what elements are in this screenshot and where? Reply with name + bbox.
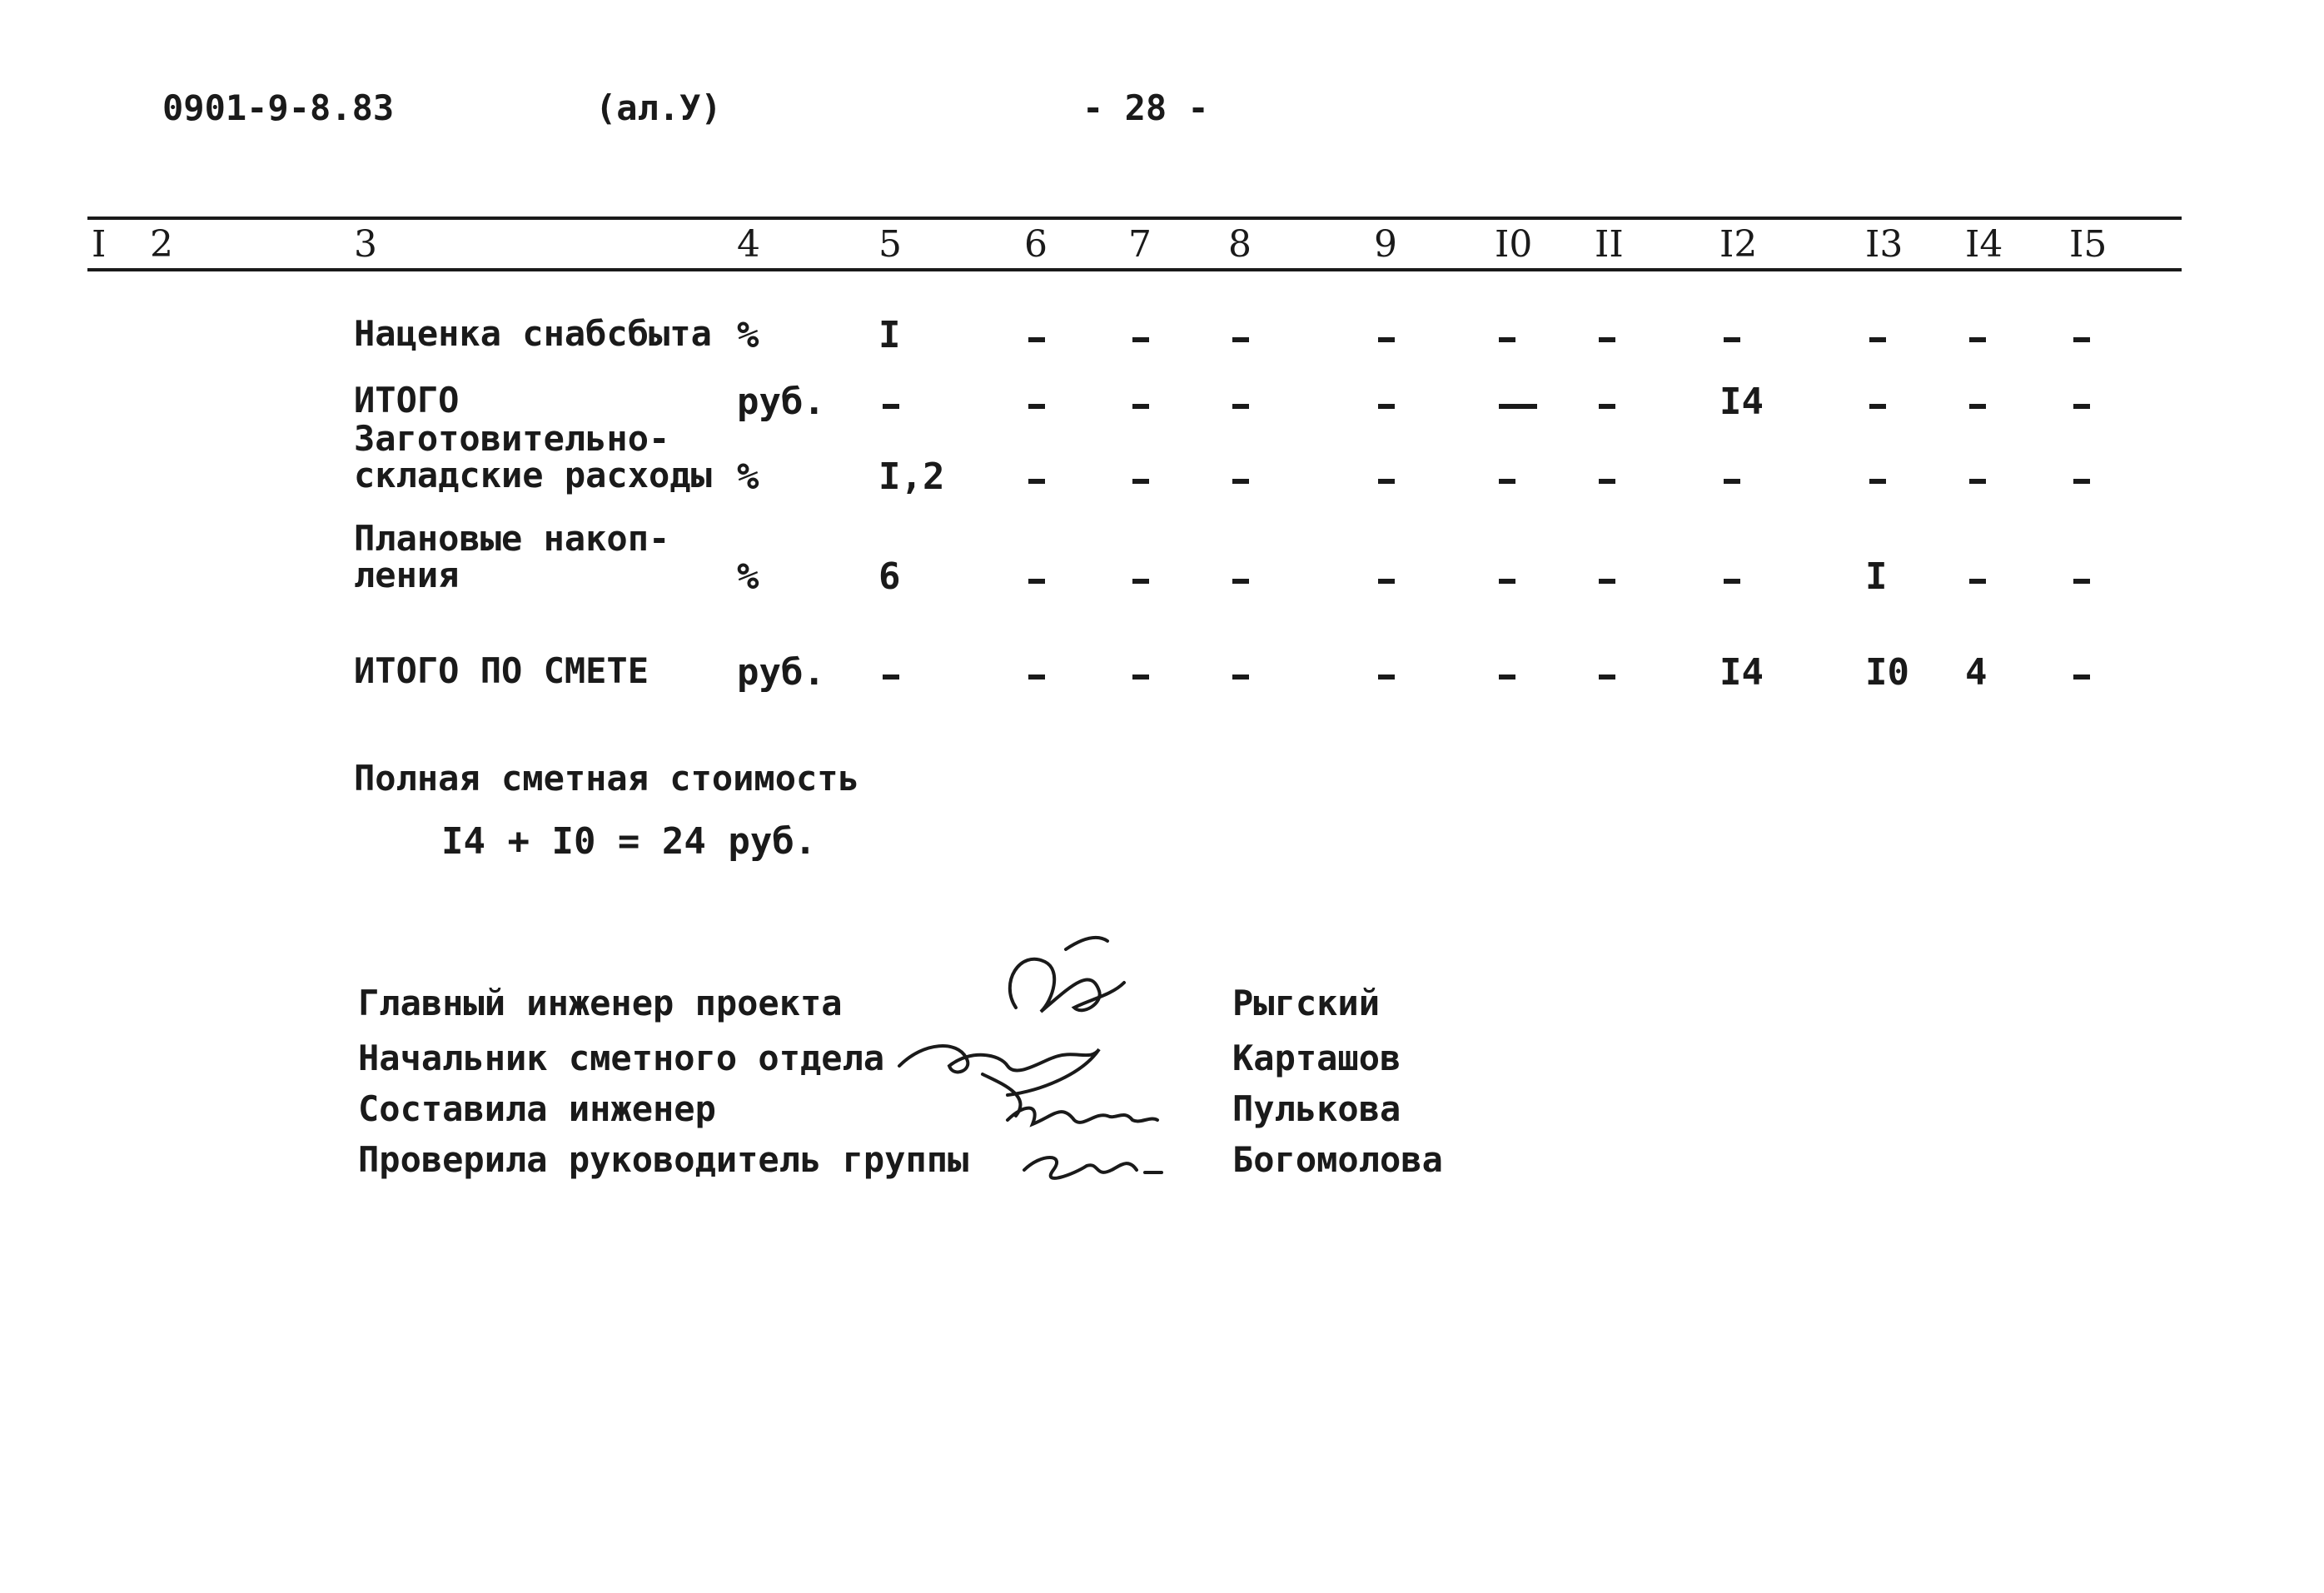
dash-cell xyxy=(1969,579,1986,584)
dash-cell xyxy=(1232,479,1249,484)
dash-cell xyxy=(1232,404,1249,409)
column-number: I xyxy=(92,223,107,266)
dash-cell xyxy=(1499,337,1515,342)
column-number: I5 xyxy=(2069,223,2108,266)
row-unit: % xyxy=(737,555,759,598)
dash-cell xyxy=(1969,479,1986,484)
signature-department-head xyxy=(899,1046,1099,1116)
dash-cell xyxy=(883,675,899,680)
row-label-line: Заготовительно- xyxy=(354,418,670,459)
row-unit: руб. xyxy=(737,381,825,423)
column-number: I4 xyxy=(1965,223,2003,266)
signature-group-leader xyxy=(1024,1157,1162,1178)
dash-cell xyxy=(2073,404,2090,409)
dash-cell xyxy=(1378,479,1395,484)
dash-cell xyxy=(2073,479,2090,484)
dash-cell xyxy=(1132,579,1149,584)
total-formula: I4 + I0 = 24 руб. xyxy=(441,820,817,863)
handwritten-signatures xyxy=(874,916,1207,1199)
dash-cell xyxy=(1724,579,1740,584)
dash-cell xyxy=(1869,404,1886,409)
value-cell: I,2 xyxy=(878,455,945,498)
column-number: 8 xyxy=(1228,223,1252,266)
row-unit: % xyxy=(737,314,759,356)
dash-cell xyxy=(1132,675,1149,680)
signature-role: Главный инженер проекта xyxy=(358,983,843,1023)
dash-cell xyxy=(2073,675,2090,680)
column-number: I3 xyxy=(1865,223,1903,266)
value-cell: I xyxy=(878,314,901,356)
dash-cell xyxy=(1499,479,1515,484)
table-header-bottom-rule xyxy=(87,268,2182,271)
signature-role: Начальник сметного отдела xyxy=(358,1038,885,1078)
column-number: I0 xyxy=(1495,223,1533,266)
dash-cell xyxy=(1499,675,1515,680)
row-label xyxy=(354,313,712,354)
column-number: 2 xyxy=(150,223,173,266)
dash-cell xyxy=(1132,479,1149,484)
row-label-line: Наценка снабсбыта xyxy=(354,313,712,354)
dash-cell xyxy=(1028,579,1045,584)
dash-cell xyxy=(1028,479,1045,484)
dash-cell xyxy=(1378,675,1395,680)
value-cell: I0 xyxy=(1865,651,1909,694)
row-label-line: ИТОГО ПО СМЕТЕ xyxy=(354,650,649,691)
row-label xyxy=(354,650,649,691)
row-label-line: Плановые накоп- xyxy=(354,518,670,559)
dash-cell xyxy=(1028,675,1045,680)
total-label: Полная сметная стоимость xyxy=(354,758,859,799)
signature-name: Пулькова xyxy=(1232,1088,1401,1129)
dash-cell xyxy=(1599,675,1615,680)
dash-cell xyxy=(1724,337,1740,342)
dash-cell xyxy=(1969,404,1986,409)
signature-name: Карташов xyxy=(1232,1038,1401,1078)
dash-cell xyxy=(1599,337,1615,342)
dash-cell xyxy=(1232,675,1249,680)
signature-role: Составила инженер xyxy=(358,1088,716,1129)
dash-cell xyxy=(1028,404,1045,409)
row-unit: руб. xyxy=(737,651,825,694)
value-cell: I xyxy=(1865,555,1888,598)
dash-cell xyxy=(1499,404,1537,409)
dash-cell xyxy=(1599,579,1615,584)
row-label-line: складские расходы xyxy=(354,455,712,495)
column-number: 7 xyxy=(1128,223,1152,266)
column-number: 3 xyxy=(354,223,377,266)
dash-cell xyxy=(2073,579,2090,584)
dash-cell xyxy=(1378,337,1395,342)
album-number: (ал.У) xyxy=(595,87,722,128)
dash-cell xyxy=(1132,337,1149,342)
signature-name: Богомолова xyxy=(1232,1139,1443,1180)
row-label-line: ИТОГО xyxy=(354,380,460,421)
dash-cell xyxy=(2073,337,2090,342)
document-code: 0901-9-8.83 xyxy=(162,87,395,128)
dash-cell xyxy=(1969,337,1986,342)
column-number: I2 xyxy=(1719,223,1758,266)
dash-cell xyxy=(1599,404,1615,409)
column-number: 5 xyxy=(878,223,902,266)
row-label xyxy=(354,520,669,594)
row-label-line: ления xyxy=(354,555,460,595)
dash-cell xyxy=(1599,479,1615,484)
dash-cell xyxy=(1724,479,1740,484)
dash-cell xyxy=(1132,404,1149,409)
column-number: II xyxy=(1595,223,1624,266)
signature-engineer xyxy=(1008,1108,1157,1124)
dash-cell xyxy=(1869,337,1886,342)
row-label xyxy=(354,418,712,495)
table-top-rule xyxy=(87,217,2182,220)
row-label xyxy=(354,382,459,419)
row-unit: % xyxy=(737,455,759,498)
value-cell: 4 xyxy=(1965,651,1988,694)
dash-cell xyxy=(1378,579,1395,584)
column-number: 4 xyxy=(737,223,760,266)
dash-cell xyxy=(1232,579,1249,584)
column-number: 6 xyxy=(1024,223,1048,266)
dash-cell xyxy=(1869,479,1886,484)
signature-role: Проверила руководитель группы xyxy=(358,1139,969,1180)
dash-cell xyxy=(1028,337,1045,342)
page-number: - 28 - xyxy=(1082,87,1209,128)
dash-cell xyxy=(1499,579,1515,584)
signature-chief-engineer xyxy=(1010,938,1124,1012)
value-cell: 6 xyxy=(878,555,901,598)
dash-cell xyxy=(1232,337,1249,342)
value-cell: I4 xyxy=(1719,651,1764,694)
dash-cell xyxy=(883,404,899,409)
dash-cell xyxy=(1378,404,1395,409)
value-cell: I4 xyxy=(1719,381,1764,423)
column-number: 9 xyxy=(1374,223,1397,266)
signature-name: Рыгский xyxy=(1232,983,1381,1023)
